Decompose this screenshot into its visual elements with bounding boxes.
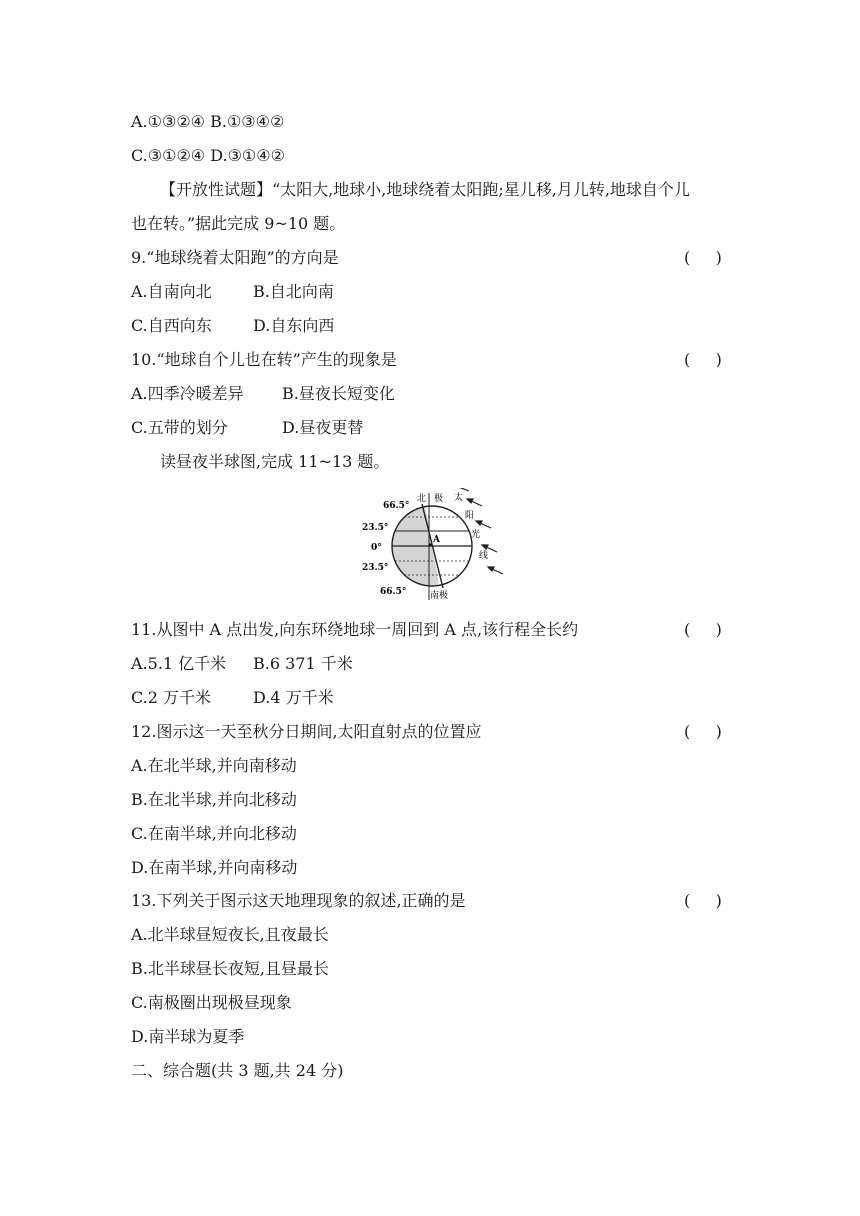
lat-label-0: 0° [371,543,382,553]
q12-option-c: C.在南半球,并向北移动 [131,824,297,843]
q12-answer-paren[interactable]: ( ) [684,722,722,741]
q10-option-c: C.五带的划分 [131,418,228,437]
q8-options-row-2 [131,146,285,166]
point-a-label: A [433,535,440,545]
sunlight-char-3: 光 [471,530,481,540]
north-label: 北 [417,494,427,504]
pole-label: 极 [434,494,444,504]
q11-stem: 11.从图中 A 点出发,向东环绕地球一周回到 A 点,该行程全长约 [131,620,579,639]
q12-option-a: A.在北半球,并向南移动 [131,756,297,775]
q8-option-c: C.③①②④ [131,146,206,165]
day-night-hemisphere-figure [350,488,510,608]
q9-option-a: A.自南向北 [131,282,212,301]
q9-option-b: B.自北向南 [253,282,334,301]
q11-answer-paren[interactable]: ( ) [684,620,722,639]
q12-option-b: B.在北半球,并向北移动 [131,790,297,809]
q9-option-d: D.自东向西 [253,316,335,335]
figure-intro: 读昼夜半球图,完成 11~13 题。 [160,452,390,471]
q10-option-d: D.昼夜更替 [282,418,364,437]
open-question-text-1: “太阳大,地球小,地球绕着太阳跑;星儿移,月儿转,地球自个儿 [272,180,690,199]
q11-option-a: A.5.1 亿千米 [131,654,227,673]
q12-option-d: D.在南半球,并向南移动 [131,858,298,877]
q10-options-row-2 [131,418,363,438]
q10-option-b: B.昼夜长短变化 [282,384,395,403]
lat-label-66n: 66.5° [383,501,410,511]
point-a-marker [428,543,431,546]
q9-answer-paren[interactable]: ( ) [684,248,722,267]
open-question-tag: 【开放性试题】 [160,180,273,199]
q12-stem: 12.图示这一天至秋分日期间,太阳直射点的位置应 [131,722,482,741]
q13-option-a: A.北半球昼短夜长,且夜最长 [131,925,329,944]
q8-options-row-1 [131,112,284,132]
q9-options-row-2 [131,316,334,336]
q13-option-b: B.北半球昼长夜短,且昼最长 [131,959,329,978]
q11-option-b: B.6 371 千米 [253,654,353,673]
open-question-text-2: 也在转。”据此完成 9~10 题。 [131,214,346,233]
sunlight-char-1: 太 [454,493,464,503]
q10-options-row-1 [131,384,395,404]
section-2-heading: 二、综合题(共 3 题,共 24 分) [131,1061,344,1080]
q8-option-a: A.①③②④ [131,112,206,131]
q8-option-d: D.③①④② [210,146,285,165]
q11-options-row-1 [131,654,353,674]
lat-label-23n: 23.5° [362,523,389,533]
q13-option-d: D.南半球为夏季 [131,1027,245,1046]
q8-option-b: B.①③④② [210,112,285,131]
sunlight-char-4: 线 [479,551,489,561]
q9-stem: 9.“地球绕着太阳跑”的方向是 [131,248,339,267]
q13-answer-paren[interactable]: ( ) [684,891,722,910]
q13-stem: 13.下列关于图示这天地理现象的叙述,正确的是 [131,891,466,910]
q10-answer-paren[interactable]: ( ) [684,350,722,369]
q10-option-a: A.四季冷暖差异 [131,384,244,403]
q10-stem: 10.“地球自个儿也在转”产生的现象是 [131,350,397,369]
q13-option-c: C.南极圈出现极昼现象 [131,993,292,1012]
open-question-intro [160,180,690,200]
lat-label-66s: 66.5° [380,587,407,597]
lat-label-23s: 23.5° [362,563,389,573]
q11-options-row-2 [131,688,334,708]
sunlight-char-2: 阳 [465,511,475,521]
q9-options-row-1 [131,282,334,302]
q11-option-c: C.2 万千米 [131,688,212,707]
q11-option-d: D.4 万千米 [253,688,334,707]
q9-option-c: C.自西向东 [131,316,212,335]
south-pole-label: 南极 [430,591,449,601]
